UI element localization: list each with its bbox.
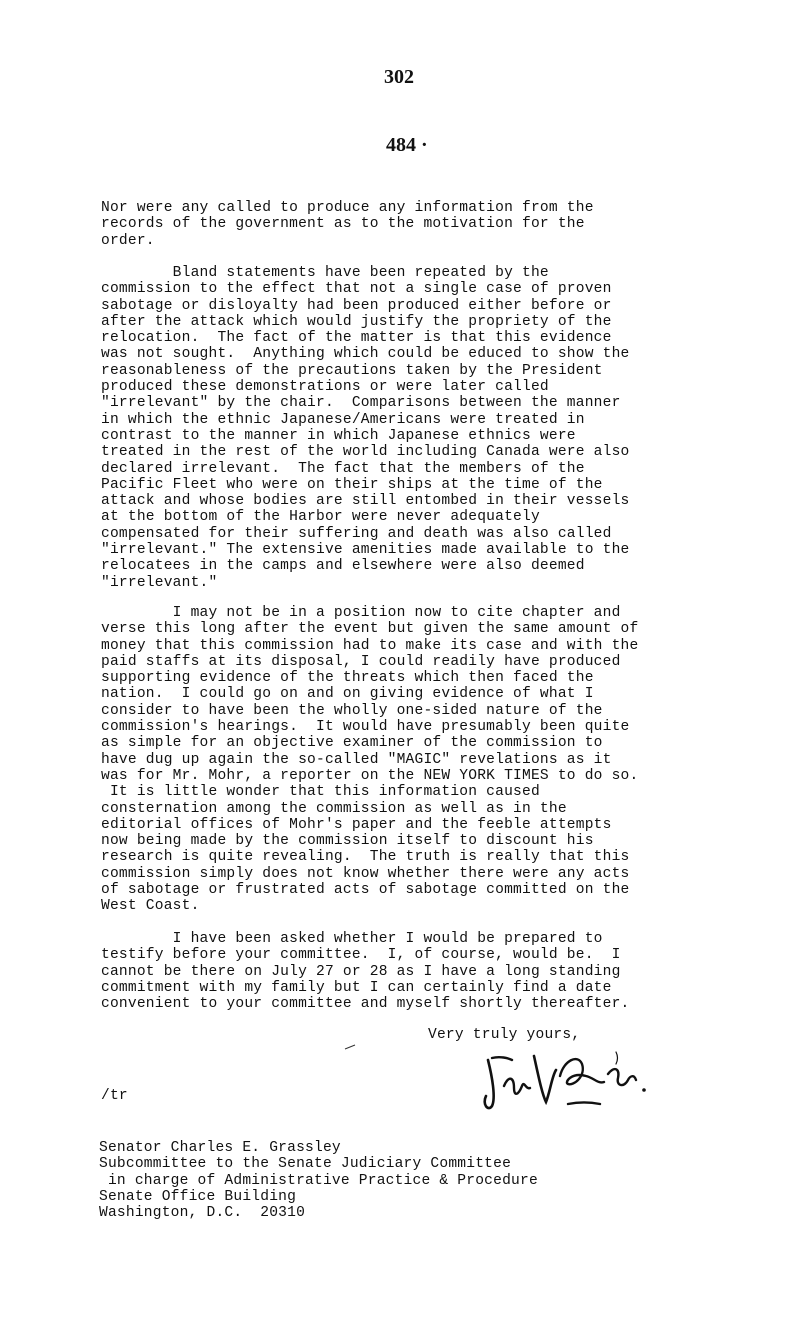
page-number-top: 302 [384, 66, 414, 88]
closing-salutation: Very truly yours, [428, 1027, 581, 1043]
typist-initials: /tr [101, 1088, 128, 1104]
body-paragraph-2: Bland statements have been repeated by the commission to the effect that not a single case of proven sabotage or disloyalty had been produced either before or after the attack which would justify the propriety of the relocation. The fact of the matter is that this evidence was not sought. Anything which could be educed to show the reasonableness of the precautions taken by the President produced these demonstrations or were later called "irrelevant" by the chair. Comparisons between the manner in which the ethnic Japanese/Americans were treated in contrast to the manner in which Japanese ethnics were treated in the rest of the world including Canada were also declared irrelevant. The fact that the members of the Pacific Fleet who were on their ships at the time of the attack and whose bodies are still entombed in their vessels at the bottom of the Harbor were never adequately compensated for their suffering and death was also called "irrelevant." The extensive amenities made available to the relocatees in the camps and elsewhere were also deemed "irrelevant." [101, 265, 630, 591]
stray-pen-mark [344, 1044, 356, 1050]
body-paragraph-1: Nor were any called to produce any information from the records of the government as to the motivation for the order. [101, 200, 594, 249]
body-paragraph-3: I may not be in a position now to cite chapter and verse this long after the event but given the same amount of money that this commission had to make its case and with the paid staffs at its disposal, I could readily have produced supporting evidence of the threats which then faced the nation. I could go on and on giving evidence of what I consider to have been the wholly one-sided nature of the commission's hearings. It would have presumably been quite as simple for an objective examiner of the commission to have dug up again the so-called "MAGIC" revelations as it was for Mr. Mohr, a reporter on the NEW YORK TIMES to do so. It is little wonder that this information caused consternation among the commission as well as in the editorial offices of Mohr's paper and the feeble attempts now being made by the commission itself to discount his research is quite revealing. The truth is really that this commission simply does not know whether there were any acts of sabotage or frustrated acts of sabotage committed on the West Coast. [101, 605, 639, 915]
handwritten-signature [478, 1046, 658, 1116]
recipient-address-block: Senator Charles E. Grassley Subcommittee to the Senate Judiciary Committee in charge of Administrative Practice & Procedure Senate Office Building Washington, D.C. 20310 [99, 1140, 538, 1222]
page-number-secondary: 484 · [386, 134, 428, 156]
body-paragraph-4: I have been asked whether I would be prepared to testify before your committee. I, of course, would be. I cannot be there on July 27 or 28 as I have a long standing commitment with my family but I can certainly find a date convenient to your committee and myself shortly thereafter. [101, 931, 630, 1013]
